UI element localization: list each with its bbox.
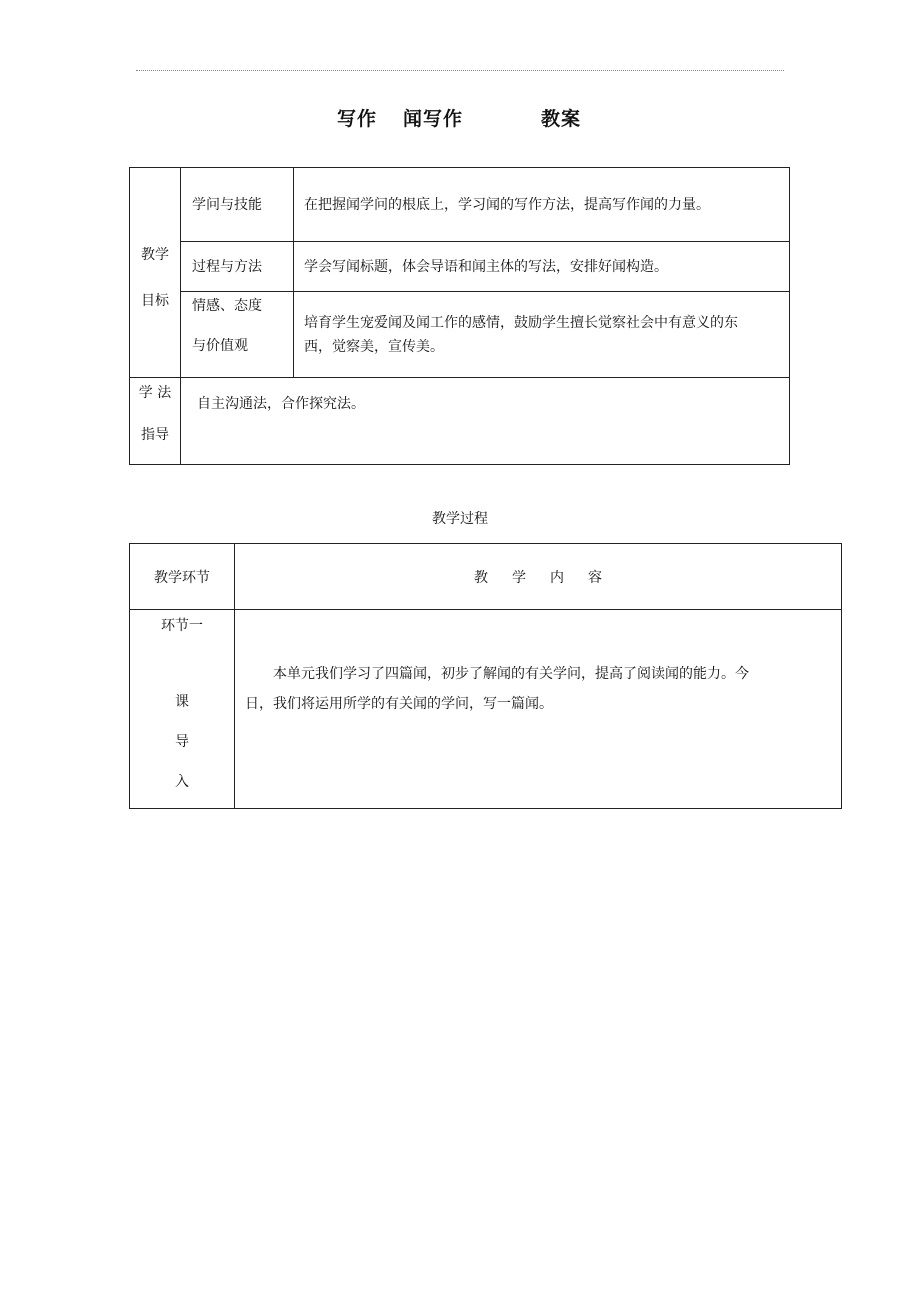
process-table: [129, 543, 842, 809]
method-label-1: 学 法: [138, 385, 172, 401]
objective-row: [130, 242, 790, 292]
method-row: [130, 378, 790, 465]
method-content: 自主沟通法，合作探究法。: [197, 396, 365, 412]
objectives-table: [129, 167, 790, 465]
objective-content-cell: [294, 242, 790, 292]
method-label-2: 指导: [141, 427, 169, 443]
header-rule: [136, 70, 784, 71]
objectives-group-label-2: 目标: [141, 292, 169, 309]
title-part-lesson-plan: 教案: [541, 108, 582, 130]
process-caption: 教学过程: [432, 511, 488, 527]
objectives-group-cell: [130, 168, 181, 378]
objective-row: [130, 292, 790, 378]
title-part-news-writing: 闻写作: [403, 108, 464, 130]
objective-label-cell: [181, 168, 294, 242]
objective-content-cell: [294, 292, 790, 378]
stage-sub-2: 导: [175, 734, 189, 750]
objective-content: 在把握闻学问的根底上，学习闻的写作方法，提高写作闻的力量。: [304, 196, 710, 213]
objectives-group-label-1: 教学: [141, 246, 169, 263]
objective-content: 学会写闻标题，体会导语和闻主体的写法，安排好闻构造。: [304, 258, 668, 275]
process-row: [130, 610, 842, 809]
objective-content-cell: [294, 168, 790, 242]
content-header: 教学内容: [474, 569, 626, 586]
method-label-cell: [130, 378, 181, 465]
stage-header: 教学环节: [154, 569, 210, 586]
process-header-row: [130, 544, 842, 610]
stage-label: 环节一: [161, 618, 203, 634]
content-header-cell: [235, 544, 842, 610]
objective-content: 培育学生宠爱闻及闻工作的感情，鼓励学生擅长觉察社会中有意义的东西，觉察美，宣传美。: [304, 314, 738, 355]
objective-label-line-1: 情感、态度: [192, 298, 262, 314]
objective-row: [130, 168, 790, 242]
method-content-cell: [181, 378, 790, 465]
objective-label: 学问与技能: [192, 196, 262, 213]
stage-sub-3: 入: [175, 774, 189, 790]
objective-label-line-2: 与价值观: [192, 338, 248, 354]
stage-cell: [130, 610, 235, 809]
title-part-writing: 写作: [337, 108, 378, 130]
stage-header-cell: [130, 544, 235, 610]
objective-label-cell: [181, 242, 294, 292]
objective-label-cell: [181, 292, 294, 378]
objective-label: 过程与方法: [192, 258, 262, 275]
stage-content: 本单元我们学习了四篇闻，初步了解闻的有关学问，提高了阅读闻的能力。今日，我们将运用所学的有关闻的学问，写一篇闻。: [245, 666, 749, 712]
stage-sub-1: 课: [175, 694, 189, 710]
stage-content-cell: [235, 610, 842, 809]
